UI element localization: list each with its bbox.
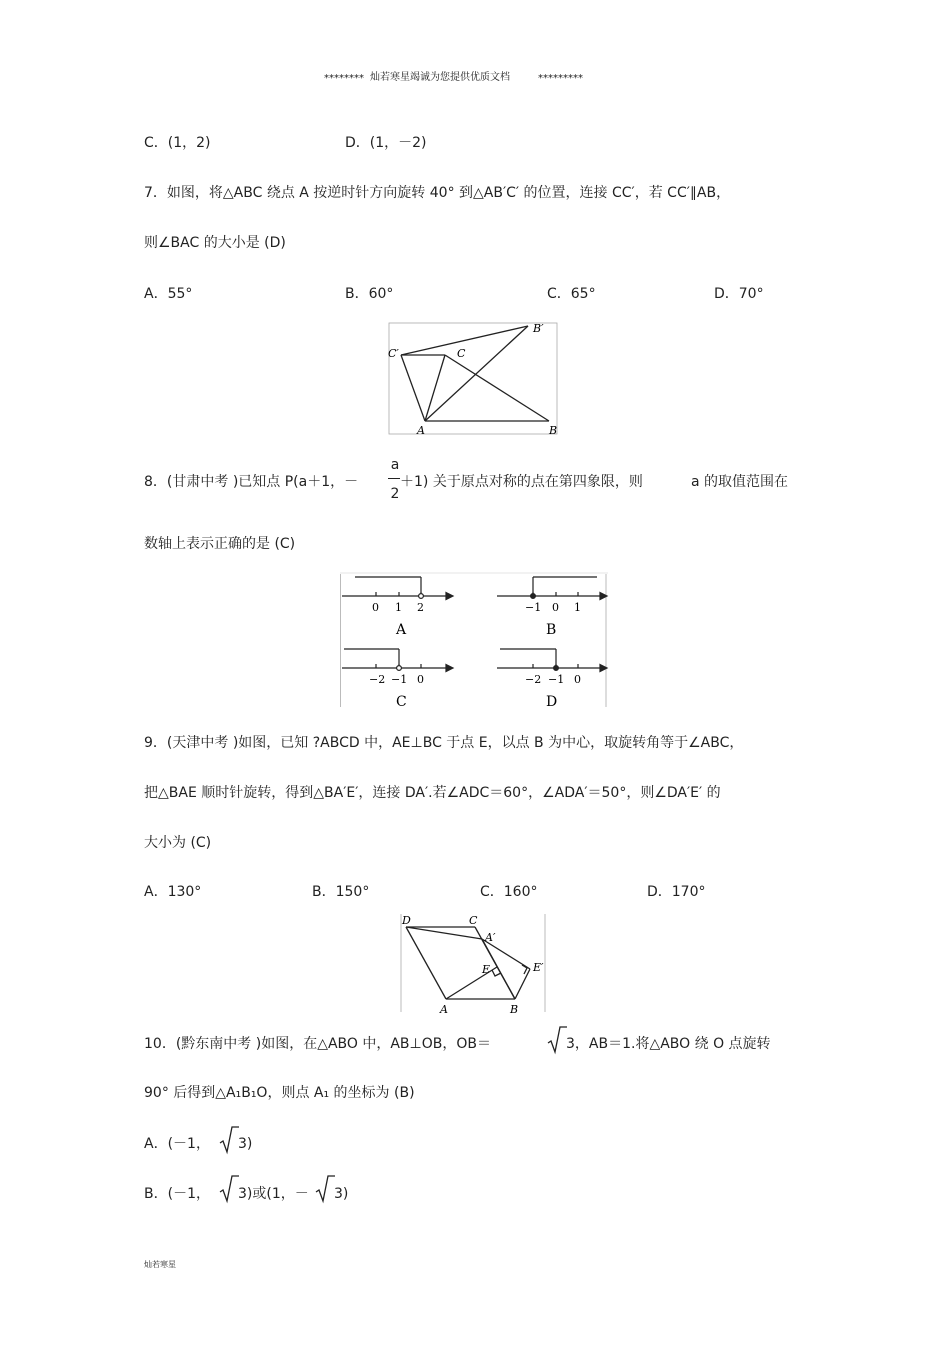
- q8-d-tick-2: 0: [574, 673, 581, 686]
- q8-label-c: C: [396, 694, 407, 710]
- q9-stem-line2: 把△BAE 顺时针旋转，得到△BA′E′，连接 DA′.若∠ADC＝60°，∠ADA′＝50°，则∠DA′E′ 的: [144, 785, 721, 801]
- q10-sqrt-sign-1: [547, 1026, 567, 1054]
- q10-option-a-part2: 3): [238, 1136, 253, 1152]
- q7-label-c: C: [457, 347, 466, 360]
- q7-option-c: C．65°: [547, 286, 596, 302]
- q10-stem-part1: 10．(黔东南中考 )如图，在△ABO 中，AB⊥OB，OB＝: [144, 1036, 491, 1052]
- q8-c-tick-2: 0: [417, 673, 424, 686]
- q7-label-c1: C′: [388, 347, 399, 360]
- q7-figure: [388, 322, 560, 438]
- q8-d-tick-1: −1: [548, 673, 565, 686]
- q8-numberline-a: [342, 577, 453, 600]
- q6-option-c: C．(1，2): [144, 135, 211, 151]
- q8-frac-numerator: a: [390, 457, 400, 473]
- q7-stem-line2: 则∠BAC 的大小是 (D): [144, 235, 286, 251]
- q8-numberline-d: [497, 649, 607, 672]
- q8-b-tick-1: 0: [552, 601, 559, 614]
- q8-stem-part3: a 的取值范围在: [691, 474, 789, 490]
- q9-figure: [400, 912, 548, 1016]
- q8-label-b: B: [546, 622, 557, 638]
- q7-option-d: D．70°: [714, 286, 764, 302]
- q9-label-e1: E′: [533, 961, 544, 974]
- q9-option-b: B．150°: [312, 884, 370, 900]
- q8-a-tick-2: 2: [417, 601, 424, 614]
- q8-frac-denominator: 2: [390, 486, 400, 502]
- q9-label-e: E: [482, 963, 491, 976]
- q8-numberline-c: [342, 649, 453, 672]
- q7-label-a: A: [417, 424, 425, 437]
- q9-option-c: C．160°: [480, 884, 538, 900]
- q8-figure: [340, 572, 608, 710]
- q8-label-a: A: [396, 622, 407, 638]
- header-title: 灿若寒星竭诚为您提供优质文档: [370, 72, 510, 83]
- q9-stem-line1: 9．(天津中考 )如图，已知 ?ABCD 中，AE⊥BC 于点 E，以点 B 为中心，取旋转角等于∠ABC，: [144, 735, 744, 751]
- q8-a-tick-0: 0: [372, 601, 379, 614]
- q7-label-b: B: [549, 424, 558, 437]
- q8-c-tick-0: −2: [369, 673, 386, 686]
- q9-label-d: D: [402, 914, 411, 927]
- q8-stem-part1: 8．(甘肃中考 )已知点 P(a＋1，－: [144, 474, 359, 490]
- q8-frac-bar: [388, 478, 400, 479]
- q9-label-b: B: [510, 1003, 519, 1016]
- q9-label-a1: A′: [485, 931, 496, 944]
- q10-sqrt-sign-b1: [219, 1175, 239, 1203]
- q7-option-a: A．55°: [144, 286, 193, 302]
- q10-option-b-part1: B．(－1，: [144, 1186, 210, 1202]
- q10-stem-part2: 3，AB＝1.将△ABO 绕 O 点旋转: [566, 1036, 771, 1052]
- q10-stem-line2: 90° 后得到△A₁B₁O，则点 A₁ 的坐标为 (B): [144, 1085, 415, 1101]
- q8-d-tick-0: −2: [525, 673, 542, 686]
- q10-sqrt-sign-a: [219, 1126, 239, 1154]
- q8-label-d: D: [546, 694, 558, 710]
- q6-option-d: D．(1，－2): [345, 135, 427, 151]
- q8-stem-line2: 数轴上表示正确的是 (C): [144, 536, 296, 552]
- q8-b-tick-0: −1: [525, 601, 542, 614]
- q8-a-tick-1: 1: [395, 601, 402, 614]
- header-stars-right: *********: [538, 73, 583, 84]
- header-stars-left: ********: [324, 73, 364, 84]
- q8-numberline-b: [497, 577, 607, 600]
- q7-option-b: B．60°: [345, 286, 394, 302]
- q8-b-tick-2: 1: [574, 601, 581, 614]
- q10-option-a-part1: A．(－1，: [144, 1136, 210, 1152]
- q7-stem-line1: 7．如图，将△ABC 绕点 A 按逆时针方向旋转 40° 到△AB′C′ 的位置，连接 CC′，若 CC′∥AB，: [144, 185, 731, 201]
- q9-stem-line3: 大小为 (C): [144, 835, 212, 851]
- q7-label-b1: B′: [533, 322, 544, 335]
- q8-c-tick-1: −1: [391, 673, 408, 686]
- q9-option-a: A．130°: [144, 884, 202, 900]
- q9-label-a: A: [440, 1003, 448, 1016]
- q7-figure-frame: [389, 323, 557, 434]
- q10-option-b-part3: 3): [334, 1186, 349, 1202]
- q9-label-c: C: [469, 914, 478, 927]
- q9-option-d: D．170°: [647, 884, 706, 900]
- q10-option-b-part2: 3)或(1，－: [238, 1186, 309, 1202]
- q10-sqrt-sign-b2: [315, 1175, 335, 1203]
- footer-text: 灿若寒星: [144, 1260, 176, 1269]
- q8-stem-part2: ＋1) 关于原点对称的点在第四象限，则: [400, 474, 643, 490]
